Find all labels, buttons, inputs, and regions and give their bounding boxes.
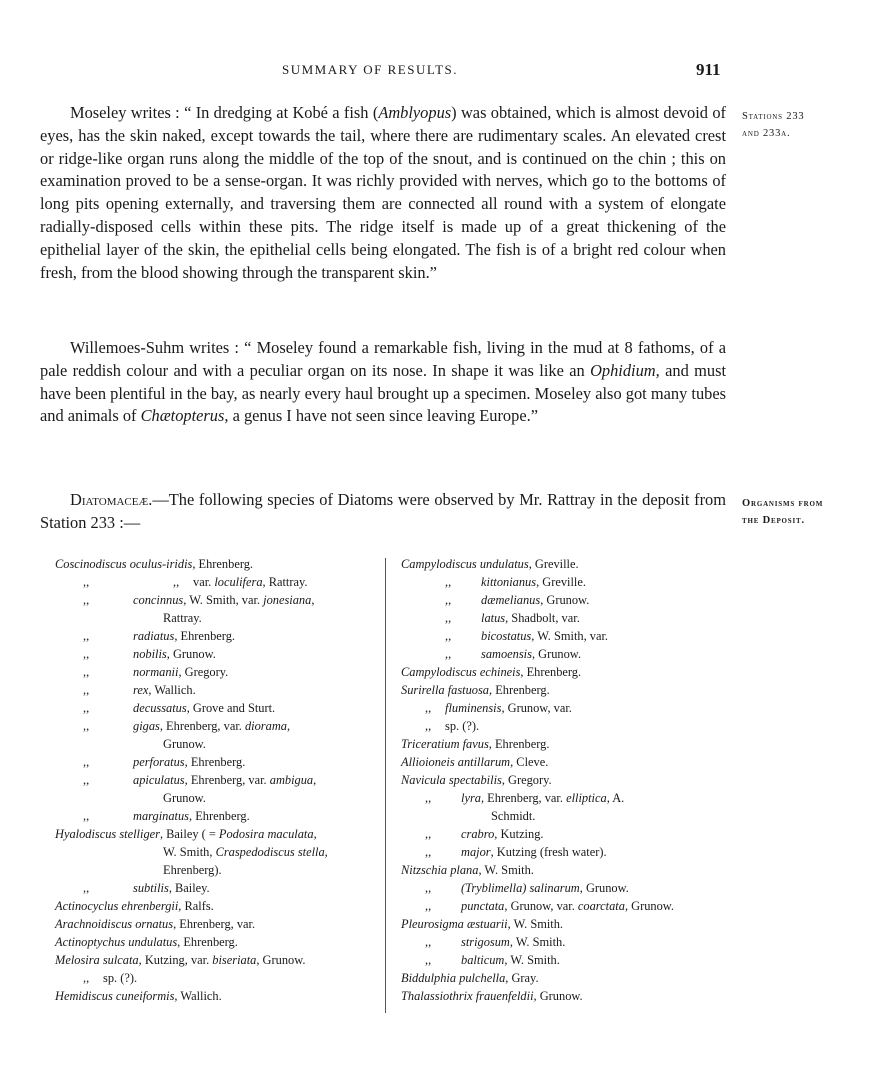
genus-amblyopus: Amblyopus <box>378 103 452 122</box>
list-item: ,, major, Kutzing (fresh water). <box>425 845 607 859</box>
list-item: ,, concinnus, W. Smith, var. jonesiana, <box>83 593 315 607</box>
list-item: Hyalodiscus stelliger, Bailey ( = Podosira maculata, <box>55 827 317 841</box>
list-item: ,, crabro, Kutzing. <box>425 827 544 841</box>
list-item: ,, nobilis, Grunow. <box>83 647 216 661</box>
list-item: ,, sp. (?). <box>83 971 138 985</box>
moseley-paragraph: Moseley writes : “ In dredging at Kobé a fish (Amblyopus) was obtained, which is almost devoid of eyes, has the skin naked, except towards the tail, where there are rudimentary scales. An elevated crest or ridge-like organ runs along the middle of the top of the snout, and is continued on the chin ; this on examination proved to be a sense-organ. It was richly provided with nerves, which go to the bottoms of long pits opening externally, and traversing them are connected all round with a system of elongate radially-disposed cells within these pits. The ridge itself is made up of a great thickening of the epithelial layer of the skin, the epithelial cells being elongated. The fish is of a bright red colour when fresh, from the blood showing through the transparent skin.” <box>40 103 726 282</box>
species-list-right <box>401 555 726 1005</box>
list-item: Schmidt. <box>491 809 536 823</box>
list-item: ,, marginatus, Ehrenberg. <box>83 809 250 823</box>
list-item: ,, samoensis, Grunow. <box>445 647 582 661</box>
list-item: Campylodiscus echineis, Ehrenberg. <box>401 665 582 679</box>
species-list-left <box>55 555 375 1005</box>
page-header-title: SUMMARY OF RESULTS. <box>282 62 459 77</box>
side-note-stations: Stations 233 and 233a. <box>742 111 805 139</box>
list-item: ,, (Tryblimella) salinarum, Grunow. <box>425 881 629 895</box>
list-item: ,, balticum, W. Smith. <box>425 953 560 967</box>
list-item: Actinoptychus undulatus, Ehrenberg. <box>55 935 238 949</box>
side-note-organisms: Organisms from the Deposit. <box>742 498 824 526</box>
list-item: ,, fluminensis, Grunow, var. <box>425 701 572 715</box>
list-item: Actinocyclus ehrenbergii, Ralfs. <box>55 899 214 913</box>
list-item: Ehrenberg). <box>163 863 222 877</box>
column-divider <box>385 558 386 1013</box>
list-item: Grunow. <box>163 791 206 805</box>
list-item: ,, normanii, Gregory. <box>83 665 229 679</box>
list-item: ,, apiculatus, Ehrenberg, var. ambigua, <box>83 773 317 787</box>
list-item: ,, radiatus, Ehrenberg. <box>83 629 235 643</box>
section-heading: Diatomaceæ <box>70 490 149 509</box>
list-item: ,, perforatus, Ehrenberg. <box>83 755 246 769</box>
list-item: ,, rex, Wallich. <box>83 683 196 697</box>
page-number: 911 <box>696 60 721 79</box>
list-item: ,, lyra, Ehrenberg, var. elliptica, A. <box>425 791 625 805</box>
list-item: ,, bicostatus, W. Smith, var. <box>445 629 609 643</box>
list-item: W. Smith, Craspedodiscus stella, <box>163 845 328 859</box>
list-item: Surirella fastuosa, Ehrenberg. <box>401 683 550 697</box>
list-item: Coscinodiscus oculus-iridis, Ehrenberg. <box>55 557 254 571</box>
list-item: Biddulphia pulchella, Gray. <box>401 971 539 985</box>
list-item: ,, subtilis, Bailey. <box>83 881 210 895</box>
list-item: Campylodiscus undulatus, Greville. <box>401 557 579 571</box>
list-item: Rattray. <box>163 611 202 625</box>
list-item: Allioioneis antillarum, Cleve. <box>401 755 549 769</box>
list-item: ,, ,, var. loculifera, Rattray. <box>83 575 308 589</box>
list-item: ,, dæmelianus, Grunow. <box>445 593 590 607</box>
willemoes-paragraph: Willemoes-Suhm writes : “ Moseley found a remarkable fish, living in the mud at 8 fathoms, of a pale reddish colour and with a peculiar organ on its nose. In shape it was like an Ophidium, and must have been plentiful in the bay, as nearly every haul brought up a specimen. Moseley also got many tubes and animals of Chætopterus, a genus I have not seen since leaving Europe.” <box>40 338 726 426</box>
list-item: Hemidiscus cuneiformis, Wallich. <box>55 989 222 1003</box>
list-item: Pleurosigma æstuarii, W. Smith. <box>401 917 564 931</box>
list-item: ,, sp. (?). <box>425 719 480 733</box>
list-item: Melosira sulcata, Kutzing, var. biseriata, Grunow. <box>55 953 306 967</box>
list-item: ,, latus, Shadbolt, var. <box>445 611 580 625</box>
list-item: ,, punctata, Grunow, var. coarctata, Grunow. <box>425 899 675 913</box>
list-item: ,, gigas, Ehrenberg, var. diorama, <box>83 719 291 733</box>
list-item: ,, strigosum, W. Smith. <box>425 935 566 949</box>
list-item: Arachnoidiscus ornatus, Ehrenberg, var. <box>55 917 256 931</box>
list-item: Nitzschia plana, W. Smith. <box>401 863 534 877</box>
list-item: Grunow. <box>163 737 206 751</box>
list-item: ,, kittonianus, Greville. <box>445 575 586 589</box>
list-item: Triceratium favus, Ehrenberg. <box>401 737 550 751</box>
diatomaceae-intro: Diatomaceæ.—The following species of Diatoms were observed by Mr. Rattray in the deposit from Station 233 :— <box>40 490 726 532</box>
list-item: ,, decussatus, Grove and Sturt. <box>83 701 276 715</box>
list-item: Navicula spectabilis, Gregory. <box>401 773 552 787</box>
list-item: Thalassiothrix frauenfeldii, Grunow. <box>401 989 583 1003</box>
